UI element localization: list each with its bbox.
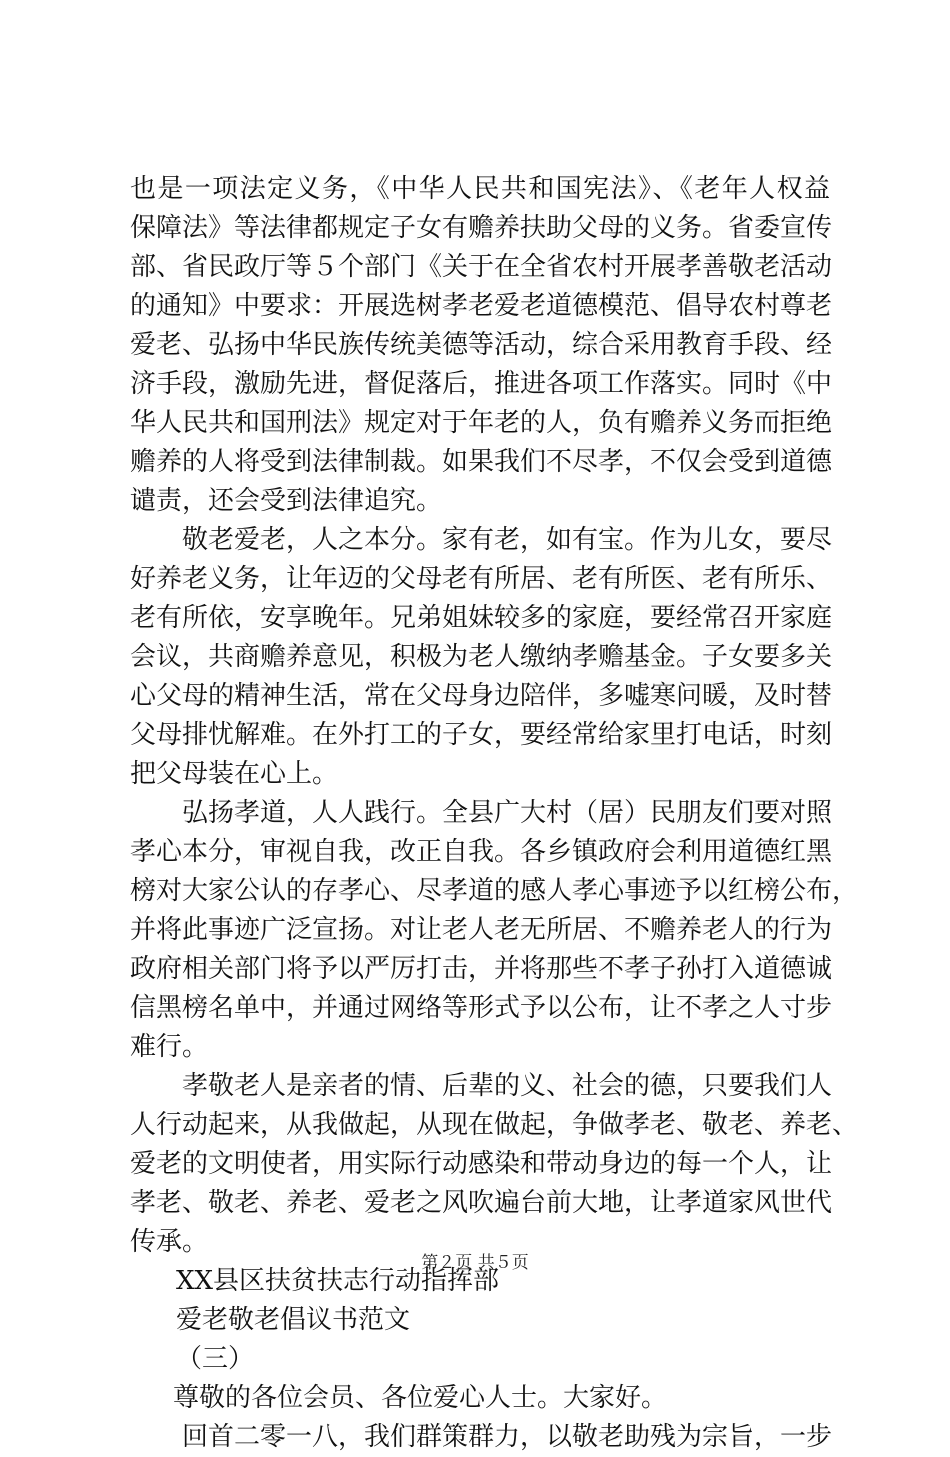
text-line: 弘扬孝道，人人践行。全县广大村（居）民朋友们要对照 [182, 798, 833, 828]
text-line: 爱老的文明使者，用实际行动感染和带动身边的每一个人，让 [130, 1149, 833, 1179]
text-line: 人行动起来，从我做起，从现在做起，争做孝老、敬老、养老、 [130, 1110, 859, 1140]
text-line: 政府相关部门将予以严厉打击，并将那些不孝子孙打入道德诚 [130, 954, 833, 984]
text-line: 榜对大家公认的存孝心、尽孝道的感人孝心事迹予以红榜公布， [130, 876, 859, 906]
text-line: 赡养的人将受到法律制裁。如果我们不尽孝，不仅会受到道德 [130, 447, 833, 477]
text-line: XX县区扶贫扶志行动指挥部 [176, 1266, 500, 1296]
text-line: 爱老、弘扬中华民族传统美德等活动，综合采用教育手段、经 [130, 330, 833, 360]
text-line: 父母排忧解难。在外打工的子女，要经常给家里打电话，时刻 [130, 720, 833, 750]
text-line: 心父母的精神生活，常在父母身边陪伴，多嘘寒问暖，及时替 [130, 681, 833, 711]
text-line: 传承。 [130, 1227, 209, 1257]
text-line: 也是一项法定义务，《中华人民共和国宪法》、《老年人权益 [130, 174, 830, 204]
text-line: 并将此事迹广泛宣扬。对让老人老无所居、不赡养老人的行为 [130, 915, 833, 945]
text-line: 信黑榜名单中，并通过网络等形式予以公布，让不孝之人寸步 [130, 993, 833, 1023]
text-line: 孝老、敬老、养老、爱老之风吹遍台前大地，让孝道家风世代 [130, 1188, 833, 1218]
text-line: 老有所依，安享晚年。兄弟姐妹较多的家庭，要经常召开家庭 [130, 603, 833, 633]
text-line: 济手段，激励先进，督促落后，推进各项工作落实。同时《中 [130, 369, 833, 399]
text-line: 谴责，还会受到法律追究。 [130, 486, 443, 516]
text-line: 孝敬老人是亲者的情、后辈的义、社会的德，只要我们人 [182, 1071, 833, 1101]
text-line: 爱老敬老倡议书范文 [176, 1305, 411, 1335]
text-line: 的通知》中要求：开展选树孝老爱老道德模范、倡导农村尊老 [130, 291, 833, 321]
text-line: 回首二零一八，我们群策群力，以敬老助残为宗旨，一步 [182, 1422, 833, 1452]
text-line: 好养老义务，让年迈的父母老有所居、老有所医、老有所乐、 [130, 564, 833, 594]
text-line: 部、省民政厅等５个部门《关于在全省农村开展孝善敬老活动 [130, 252, 833, 282]
page-footer: 第２页 共５页 [421, 1253, 529, 1273]
text-line: 华人民共和国刑法》规定对于年老的人，负有赡养义务而拒绝 [130, 408, 833, 438]
text-line: 难行。 [130, 1032, 209, 1062]
text-line: 会议，共商赡养意见，积极为老人缴纳孝赡基金。子女要多关 [130, 642, 833, 672]
text-line: 孝心本分，审视自我，改正自我。各乡镇政府会利用道德红黑 [130, 837, 833, 867]
text-line: 敬老爱老，人之本分。家有老，如有宝。作为儿女，要尽 [182, 525, 833, 555]
text-line: 把父母装在心上。 [130, 759, 339, 789]
text-line: （三） [176, 1344, 255, 1374]
text-line: 保障法》等法律都规定子女有赡养扶助父母的义务。省委宣传 [130, 213, 833, 243]
text-line: 尊敬的各位会员、各位爱心人士。大家好。 [173, 1383, 668, 1413]
